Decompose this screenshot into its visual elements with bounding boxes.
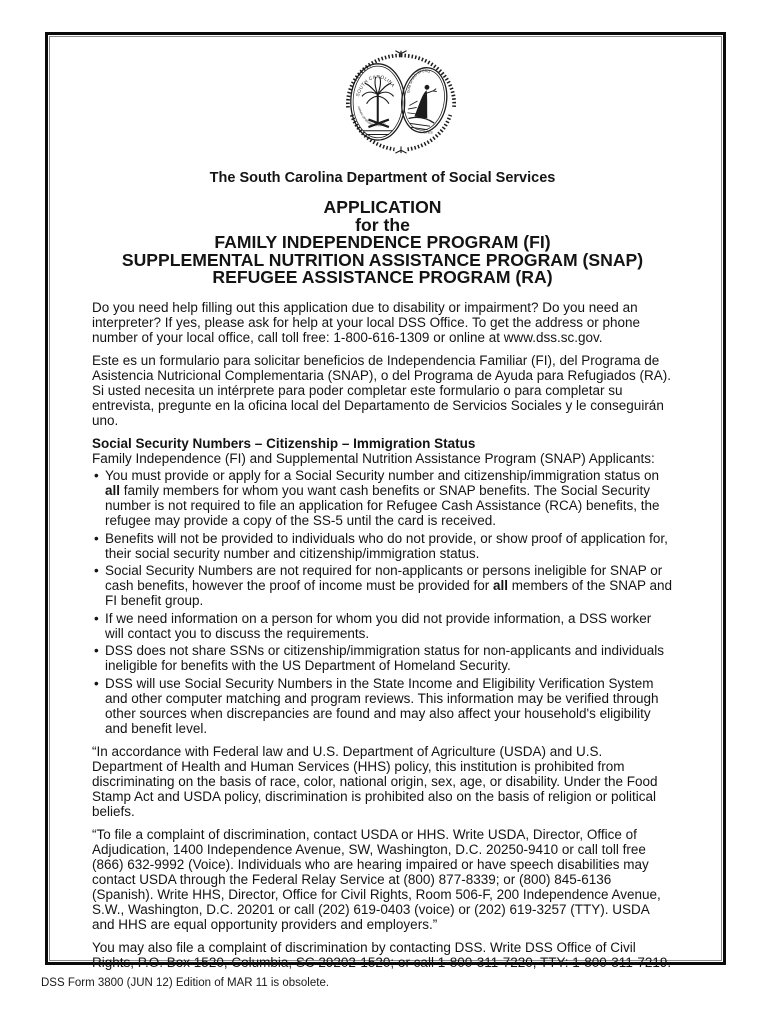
bullet-marker: •: [94, 643, 99, 659]
ssn-bullet-list: [92, 468, 673, 736]
bullet-marker: •: [94, 675, 99, 691]
dss-complaint-paragraph: You may also file a complaint of discrimination by contacting DSS. Write DSS Office of Civil Rights, P.O. Box 1520, Columbia, SC 29202-1520; or call 1-800-311-7220, TTY: 1-800-311-7219.: [92, 939, 672, 970]
seal-motto-spes: SPES: [422, 130, 433, 135]
program-line-snap: SUPPLEMENTAL NUTRITION ASSISTANCE PROGRAM (SNAP): [121, 249, 644, 270]
bullet-text: DSS does not share SSNs or citizenship/immigration status for non-applicants and individuals ineligible for benefits with the US Department of Homeland Security.: [105, 643, 665, 674]
bullet-marker: •: [94, 563, 99, 579]
bullet-marker: •: [94, 530, 99, 546]
ssn-bullet-item: [92, 676, 673, 736]
form-content: [48, 35, 723, 970]
bullet-text: If we need information on a person for whom you did not provide information, a DSS worker will contact you to discuss the requirements.: [105, 610, 652, 641]
bullet-marker: •: [94, 610, 99, 626]
seal-motto-south-carolina: SOUTH CAROLINA: [354, 74, 396, 98]
ssn-bullet-item: [92, 611, 673, 641]
seal-motto-animis: ANIMIS OPIBUSQUE PARATI: [356, 105, 386, 128]
usda-complaint-paragraph: “To file a complaint of discrimination, contact USDA or HHS. Write USDA, Director, Office of Adjudication, 1400 Independence Avenue, SW, Washington, D.C. 20250-9410 or call toll free (866) 632-9992 (Voice). Individuals who are hearing impaired or have speech disabilities may contact USDA through the Federal Relay Service at (800) 877-8339; or (800) 845-6136 (Spanish). Write HHS, Director, Office for Civil Rights, Room 506-F, 200 Independence Avenue, S.W., Washington, D.C. 20201 or call (202) 619-0403 (voice) or (202) 619-3257 (TTY). USDA and HHS are equal opportunity providers and employers.”: [92, 826, 661, 932]
bullet-marker: •: [94, 468, 99, 484]
state-seal-image: [331, 48, 471, 154]
seal-motto-dum-spiro: DUM SPIRO SPERO: [405, 69, 431, 94]
ssn-section-heading: Social Security Numbers – Citizenship – Immigration Status: [92, 435, 476, 451]
ssn-bullet-item: [92, 563, 673, 608]
ssn-bullet-item: [92, 468, 673, 528]
bullet-text: Benefits will not be provided to individuals who do not provide, or show proof of application for, their social security number and citizenship/immigration status.: [105, 530, 668, 561]
south-carolina-state-seal: [331, 48, 471, 154]
form-title-block: [92, 199, 673, 287]
help-paragraph-english: Do you need help filling out this application due to disability or impairment? Do you need an interpreter? If yes, please ask for help at your local DSS Office. To get the address or phone number of your local office, call toll free: 1-800-616-1309 or online at www.dss.sc.gov.: [92, 299, 641, 345]
program-line-ra: REFUGEE ASSISTANCE PROGRAM (RA): [212, 267, 553, 288]
bullet-text: DSS will use Social Security Numbers in the State Income and Eligibility Verification System and other computer matching and program reviews. This information may be verified through other sources when discrepancies are found and may also affect your household's eligibility and benefit level.: [105, 675, 659, 736]
usda-policy-paragraph: “In accordance with Federal law and U.S. Department of Agriculture (USDA) and U.S. Department of Health and Human Services (HHS) policy, this institution is prohibited from discriminating on the basis of race, color, national origin, sex, age, or disability. Under the Food Stamp Act and USDA policy, discrimination is prohibited also on the basis of religion or political beliefs.: [92, 743, 658, 819]
program-line-fi: FAMILY INDEPENDENCE PROGRAM (FI): [214, 232, 551, 253]
ssn-bullet-item: [92, 643, 673, 673]
help-paragraph-spanish: Este es un formulario para solicitar beneficios de Independencia Familiar (FI), del Programa de Asistencia Nutricional Complementaria (SNAP), o del Programa de Ayuda para Refugiados (RA). Si usted necesita un intérprete para poder completar este formulario o para completar su entrevista, pregunte en la oficina local del Departamento de Servicios Sociales y le conseguirán uno.: [92, 352, 672, 428]
agency-name: The South Carolina Department of Social Services: [209, 170, 556, 186]
form-subtitle: for the: [355, 214, 410, 235]
form-number-note: DSS Form 3800 (JUN 12) Edition of MAR 11 is obsolete.: [41, 977, 330, 989]
bullet-text: You must provide or apply for a Social Security number and citizenship/immigration status on all family members for whom you want cash benefits or SNAP benefits. The Social Security number is not required to file an application for Refugee Cash Assistance (RCA) benefits, the refugee may provide a copy of the SS-5 until the card is received.: [105, 468, 660, 529]
form-border: [45, 32, 726, 970]
ssn-applicants-line: Family Independence (FI) and Supplemental Nutrition Assistance Program (SNAP) Applicants:: [92, 450, 655, 466]
form-title: APPLICATION: [323, 197, 442, 217]
ssn-bullet-item: [92, 531, 673, 561]
bullet-text: Social Security Numbers are not required for non-applicants or persons ineligible for SNAP or cash benefits, however the proof of income must be provided for all members of the SNAP and FI benefit group.: [105, 563, 673, 609]
